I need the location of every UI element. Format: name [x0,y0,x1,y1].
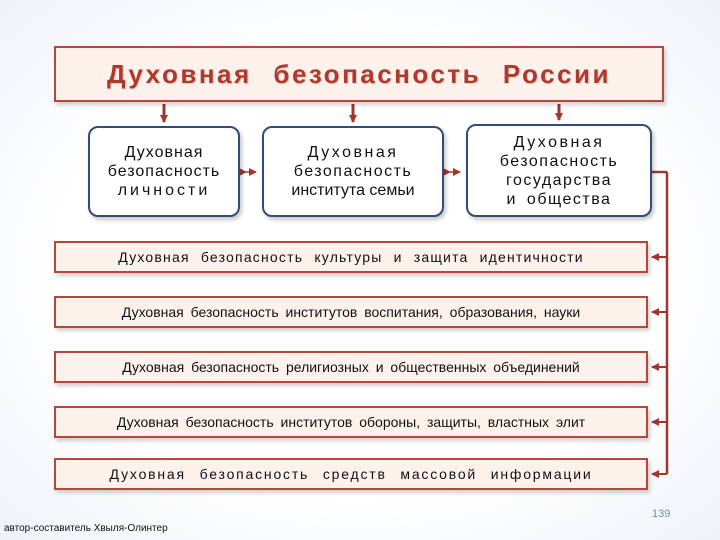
stripe-education-text: Духовная безопасность институтов воспитания, образования, науки [121,304,581,320]
stripe-religion [54,351,648,383]
box-line: Духовная [307,144,399,161]
box-line: личности [117,182,211,199]
title-box [54,46,664,102]
stripe-culture [54,241,648,273]
stripe-media [54,458,648,490]
stripe-culture-text: Духовная безопасность культуры и защита идентичности [118,249,584,265]
box-line: и общества [506,190,612,208]
box-line: безопасность [499,152,619,170]
box-line: безопасность [107,163,221,180]
stripe-defense [54,406,648,438]
family-security-text [291,143,414,200]
box-line: безопасность [293,163,413,180]
stripe-defense-text: Духовная безопасность институтов обороны, защиты, властных элит [116,414,586,430]
personal-security-text [108,143,221,200]
box-line: государства [505,171,612,189]
box-line: Духовная [513,133,605,151]
stripe-education [54,296,648,328]
box-line: Духовная [124,144,204,161]
state-society-security-box [466,124,652,217]
box-line: института семьи [291,182,415,199]
author-credit: автор-составитель Хвыля-Олинтер [4,523,168,534]
state-society-security-text [500,133,619,209]
diagram-title: Духовная безопасность России [107,58,611,89]
stripe-religion-text: Духовная безопасность религиозных и общественных объединений [122,359,580,375]
family-security-box [262,126,444,217]
page-number: 139 [652,508,671,520]
stripe-media-text: Духовная безопасность средств массовой информации [109,466,593,482]
personal-security-box [88,126,240,217]
